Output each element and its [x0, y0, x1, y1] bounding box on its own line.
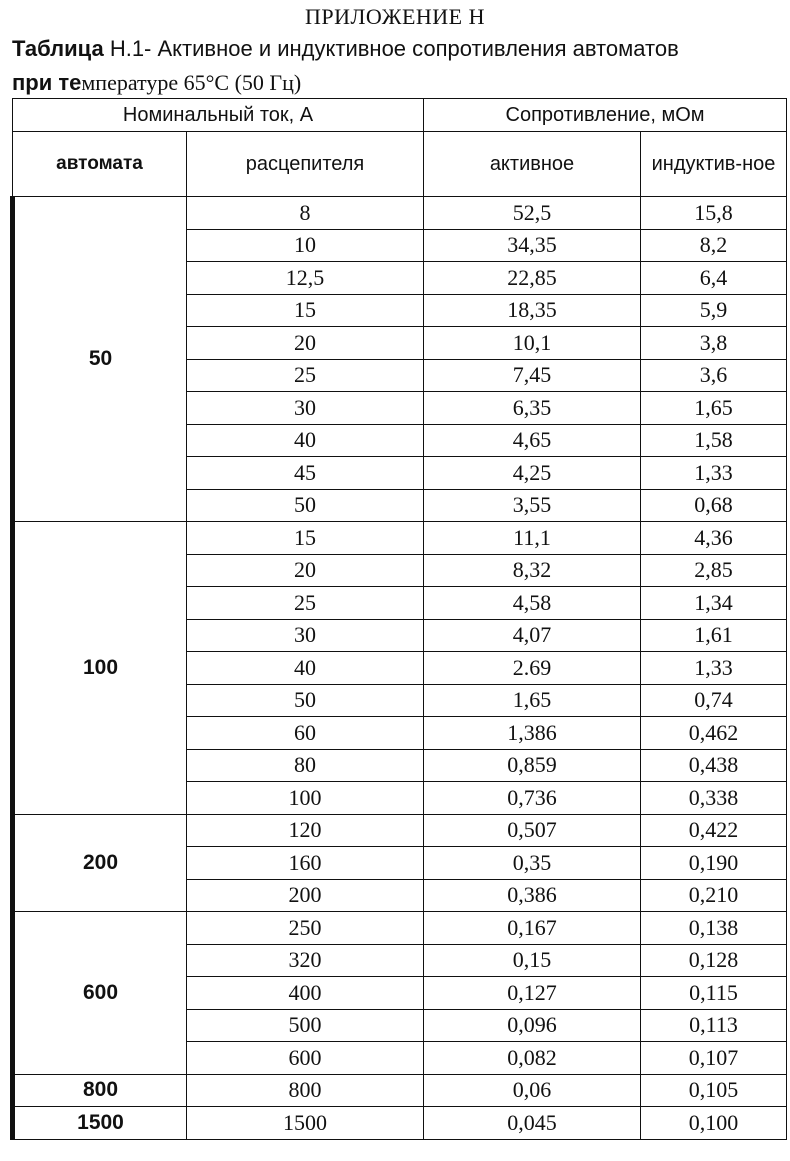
release-current-cell: 200 — [187, 879, 424, 912]
release-current-cell: 40 — [187, 652, 424, 685]
active-resistance-cell: 0,082 — [424, 1042, 641, 1075]
inductive-resistance-cell: 1,33 — [641, 457, 787, 490]
release-current-cell: 250 — [187, 912, 424, 945]
active-resistance-cell: 0,045 — [424, 1107, 641, 1140]
col-header-breaker: автомата — [13, 132, 187, 197]
inductive-resistance-cell: 0,210 — [641, 879, 787, 912]
breaker-rated-current-cell: 1500 — [13, 1107, 187, 1140]
inductive-resistance-cell: 0,100 — [641, 1107, 787, 1140]
release-current-cell: 30 — [187, 619, 424, 652]
release-current-cell: 20 — [187, 327, 424, 360]
table-row — [13, 1107, 787, 1140]
release-current-cell: 30 — [187, 392, 424, 425]
active-resistance-cell: 0,507 — [424, 814, 641, 847]
inductive-resistance-cell: 1,34 — [641, 587, 787, 620]
breaker-rated-current-cell: 50 — [13, 197, 187, 522]
active-resistance-cell: 34,35 — [424, 229, 641, 262]
inductive-resistance-cell: 15,8 — [641, 197, 787, 230]
table-row — [13, 814, 787, 847]
active-resistance-cell: 3,55 — [424, 489, 641, 522]
inductive-resistance-cell: 6,4 — [641, 262, 787, 295]
inductive-resistance-cell: 0,128 — [641, 944, 787, 977]
release-current-cell: 15 — [187, 522, 424, 555]
col-header-inductive: индуктив-ное — [641, 132, 787, 197]
inductive-resistance-cell: 1,61 — [641, 619, 787, 652]
active-resistance-cell: 52,5 — [424, 197, 641, 230]
active-resistance-cell: 2.69 — [424, 652, 641, 685]
resistance-table — [10, 98, 787, 1140]
appendix-title: ПРИЛОЖЕНИЕ Н — [304, 4, 486, 29]
breaker-rated-current-cell: 200 — [13, 814, 187, 912]
breaker-rated-current-cell: 600 — [13, 912, 187, 1075]
release-current-cell: 600 — [187, 1042, 424, 1075]
caption-prefix: Таблица — [12, 36, 104, 61]
inductive-resistance-cell: 0,68 — [641, 489, 787, 522]
table-row — [13, 1074, 787, 1107]
release-current-cell: 12,5 — [187, 262, 424, 295]
table-row — [13, 522, 787, 555]
active-resistance-cell: 1,386 — [424, 717, 641, 750]
active-resistance-cell: 11,1 — [424, 522, 641, 555]
release-current-cell: 160 — [187, 847, 424, 880]
active-resistance-cell: 0,127 — [424, 977, 641, 1010]
table-row — [13, 197, 787, 230]
table-caption-line-2 — [12, 70, 301, 96]
release-current-cell: 40 — [187, 424, 424, 457]
active-resistance-cell: 0,06 — [424, 1074, 641, 1107]
inductive-resistance-cell: 0,462 — [641, 717, 787, 750]
inductive-resistance-cell: 0,113 — [641, 1009, 787, 1042]
active-resistance-cell: 10,1 — [424, 327, 641, 360]
inductive-resistance-cell: 0,74 — [641, 684, 787, 717]
inductive-resistance-cell: 8,2 — [641, 229, 787, 262]
inductive-resistance-cell: 0,338 — [641, 782, 787, 815]
active-resistance-cell: 0,736 — [424, 782, 641, 815]
release-current-cell: 100 — [187, 782, 424, 815]
active-resistance-cell: 4,25 — [424, 457, 641, 490]
active-resistance-cell: 0,386 — [424, 879, 641, 912]
inductive-resistance-cell: 2,85 — [641, 554, 787, 587]
active-resistance-cell: 7,45 — [424, 359, 641, 392]
breaker-rated-current-cell: 800 — [13, 1074, 187, 1107]
active-resistance-cell: 0,859 — [424, 749, 641, 782]
active-resistance-cell: 4,07 — [424, 619, 641, 652]
release-current-cell: 120 — [187, 814, 424, 847]
header-resistance: Сопротивление, мОм — [424, 99, 787, 132]
active-resistance-cell: 0,35 — [424, 847, 641, 880]
release-current-cell: 25 — [187, 359, 424, 392]
caption-line-2-text: мпературе 65°С (50 Гц) — [81, 70, 302, 95]
active-resistance-cell: 4,58 — [424, 587, 641, 620]
release-current-cell: 25 — [187, 587, 424, 620]
release-current-cell: 400 — [187, 977, 424, 1010]
breaker-rated-current-cell: 100 — [13, 522, 187, 815]
col-header-active: активное — [424, 132, 641, 197]
inductive-resistance-cell: 5,9 — [641, 294, 787, 327]
release-current-cell: 50 — [187, 684, 424, 717]
inductive-resistance-cell: 1,33 — [641, 652, 787, 685]
table-body — [13, 197, 787, 1140]
inductive-resistance-cell: 0,105 — [641, 1074, 787, 1107]
table-row — [13, 912, 787, 945]
active-resistance-cell: 18,35 — [424, 294, 641, 327]
header-rated-current: Номинальный ток, А — [13, 99, 424, 132]
release-current-cell: 320 — [187, 944, 424, 977]
active-resistance-cell: 4,65 — [424, 424, 641, 457]
inductive-resistance-cell: 0,438 — [641, 749, 787, 782]
inductive-resistance-cell: 0,422 — [641, 814, 787, 847]
inductive-resistance-cell: 3,6 — [641, 359, 787, 392]
inductive-resistance-cell: 0,190 — [641, 847, 787, 880]
release-current-cell: 50 — [187, 489, 424, 522]
inductive-resistance-cell: 0,115 — [641, 977, 787, 1010]
release-current-cell: 15 — [187, 294, 424, 327]
inductive-resistance-cell: 0,138 — [641, 912, 787, 945]
active-resistance-cell: 0,15 — [424, 944, 641, 977]
inductive-resistance-cell: 1,58 — [641, 424, 787, 457]
release-current-cell: 8 — [187, 197, 424, 230]
caption-line-1-text: Н.1- Активное и индуктивное сопротивления автоматов — [103, 36, 679, 61]
active-resistance-cell: 0,167 — [424, 912, 641, 945]
caption-line-2-prefix: при те — [12, 70, 82, 95]
release-current-cell: 800 — [187, 1074, 424, 1107]
inductive-resistance-cell: 1,65 — [641, 392, 787, 425]
active-resistance-cell: 8,32 — [424, 554, 641, 587]
release-current-cell: 45 — [187, 457, 424, 490]
table-caption-line-1 — [12, 36, 679, 62]
active-resistance-cell: 1,65 — [424, 684, 641, 717]
release-current-cell: 80 — [187, 749, 424, 782]
release-current-cell: 1500 — [187, 1107, 424, 1140]
col-header-release: расцепителя — [187, 132, 424, 197]
release-current-cell: 20 — [187, 554, 424, 587]
inductive-resistance-cell: 4,36 — [641, 522, 787, 555]
release-current-cell: 500 — [187, 1009, 424, 1042]
release-current-cell: 60 — [187, 717, 424, 750]
release-current-cell: 10 — [187, 229, 424, 262]
inductive-resistance-cell: 0,107 — [641, 1042, 787, 1075]
active-resistance-cell: 6,35 — [424, 392, 641, 425]
active-resistance-cell: 0,096 — [424, 1009, 641, 1042]
inductive-resistance-cell: 3,8 — [641, 327, 787, 360]
active-resistance-cell: 22,85 — [424, 262, 641, 295]
